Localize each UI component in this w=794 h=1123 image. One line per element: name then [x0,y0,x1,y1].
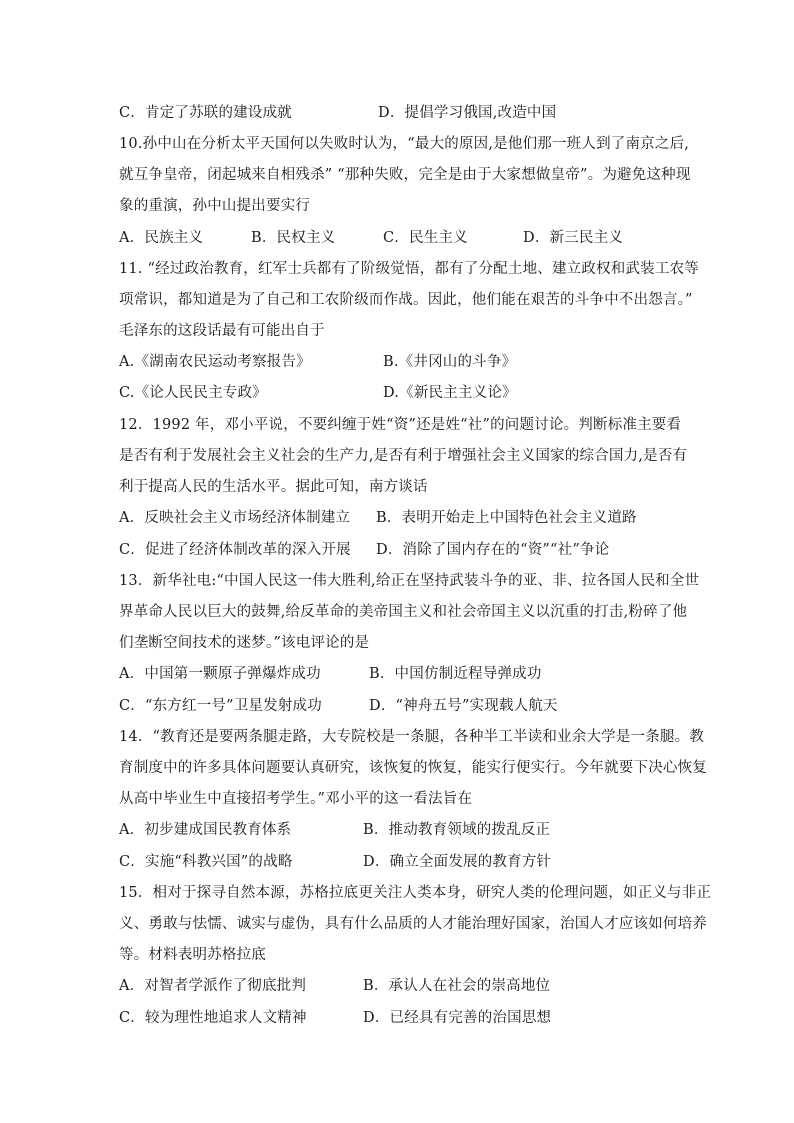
q14-option-d: D．确立全面发展的教育方针 [363,854,552,870]
q10-stem-line-1: 10.孙中山在分析太平天国何以失败时认为，“最大的原因,是他们那一班人到了南京之后, [119,136,690,152]
q12-stem-line-2: 是否有利于发展社会主义社会的生产力,是否有利于增强社会主义国家的综合国力,是否有 [119,448,688,464]
q15-stem-line-2: 义、勇敢与怯懦、诚实与虚伪，具有什么品质的人才能治理好国家，治国人才应该如何培养 [119,916,707,932]
q13-option-b: B．中国仿制近程导弹成功 [369,666,542,682]
q11-stem-line-1: 11. “经过政治教育，红军士兵都有了阶级觉悟，都有了分配土地、建立政权和武装工农等 [119,261,699,277]
q11-option-c: C.《论人民民主专政》 [119,385,267,401]
q12-option-b: B．表明开始走上中国特色社会主义道路 [376,510,637,526]
q12-option-c: C．促进了经济体制改革的深入开展 [119,542,351,558]
q13-stem-line-1: 13．新华社电:“中国人民这一伟大胜利,给正在坚持武装斗争的亚、非、拉各国人民和全世 [119,573,700,589]
q14-stem-line-1: 14．“教育还是要两条腿走路，大专院校是一条腿，各种半工半读和业余大学是一条腿。教 [119,729,705,745]
q15-option-a: A．对智者学派作了彻底批判 [119,978,307,994]
q10-option-a: A．民族主义 [119,230,204,246]
q15-option-b: B．承认人在社会的崇高地位 [363,978,551,994]
q10-option-c: C．民生主义 [383,230,468,246]
q14-option-a: A．初步建成国民教育体系 [119,822,292,838]
q14-stem-line-2: 育制度中的许多具体问题要认真研究，该恢复的恢复，能实行便实行。今年就要下决心恢复 [119,760,707,776]
q12-stem-line-1: 12．1992 年，邓小平说，不要纠缠于姓“资”还是姓“社”的问题讨论。判断标准主要看 [119,417,682,433]
q14-stem-line-3: 从高中毕业生中直接招考学生。”邓小平的这一看法旨在 [119,791,473,807]
q13-stem-line-2: 界革命人民以巨大的鼓舞,给反革命的美帝国主义和社会帝国主义以沉重的打击,粉碎了他 [119,604,688,620]
q11-stem-line-3: 毛泽东的这段话最有可能出自于 [119,323,325,339]
q14-option-b: B．推动教育领域的拨乱反正 [363,822,551,838]
q11-option-d: D.《新民主主义论》 [383,385,517,401]
q13-stem-line-3: 们垄断空间技术的迷梦。”该电评论的是 [119,635,370,651]
q10-option-d: D．新三民主义 [523,230,624,246]
q14-option-c: C．实施“科教兴国”的战略 [119,854,293,870]
q11-option-a: A.《湖南农民运动考察报告》 [119,354,311,370]
q13-option-d: D．“神舟五号”实现载人航天 [369,698,558,714]
q11-option-b: B.《井冈山的斗争》 [383,354,517,370]
q12-option-d: D．消除了国内存在的“资”“社”争论 [376,542,610,558]
q15-option-c: C．较为理性地追求人文精神 [119,1010,307,1026]
q15-stem-line-1: 15．相对于探寻自然本源，苏格拉底更关注人类本身，研究人类的伦理问题，如正义与非正 [119,885,712,901]
q15-option-d: D．已经具有完善的治国思想 [363,1010,552,1026]
q13-option-c: C．“东方红一号”卫星发射成功 [119,698,322,714]
q12-option-a: A．反映社会主义市场经济体制建立 [119,510,351,526]
q10-stem-line-2: 就互争皇帝，闭起城来自相残杀” “那种失败，完全是由于大家想做皇帝”。为避免这种现 [119,167,691,183]
q10-option-b: B．民权主义 [251,230,336,246]
q10-stem-line-3: 象的重演，孙中山提出要实行 [119,198,311,214]
q13-option-a: A．中国第一颗原子弹爆炸成功 [119,666,321,682]
q9-option-d: D．提倡学习俄国,改造中国 [378,105,557,121]
q12-stem-line-3: 利于提高人民的生活水平。据此可知，南方谈话 [119,479,428,495]
q11-stem-line-2: 项常识，都知道是为了自己和工农阶级而作战。因此，他们能在艰苦的斗争中不出怨言。” [119,292,693,308]
q15-stem-line-3: 等。材料表明苏格拉底 [119,947,266,963]
q9-option-c: C．肯定了苏联的建设成就 [119,105,292,121]
